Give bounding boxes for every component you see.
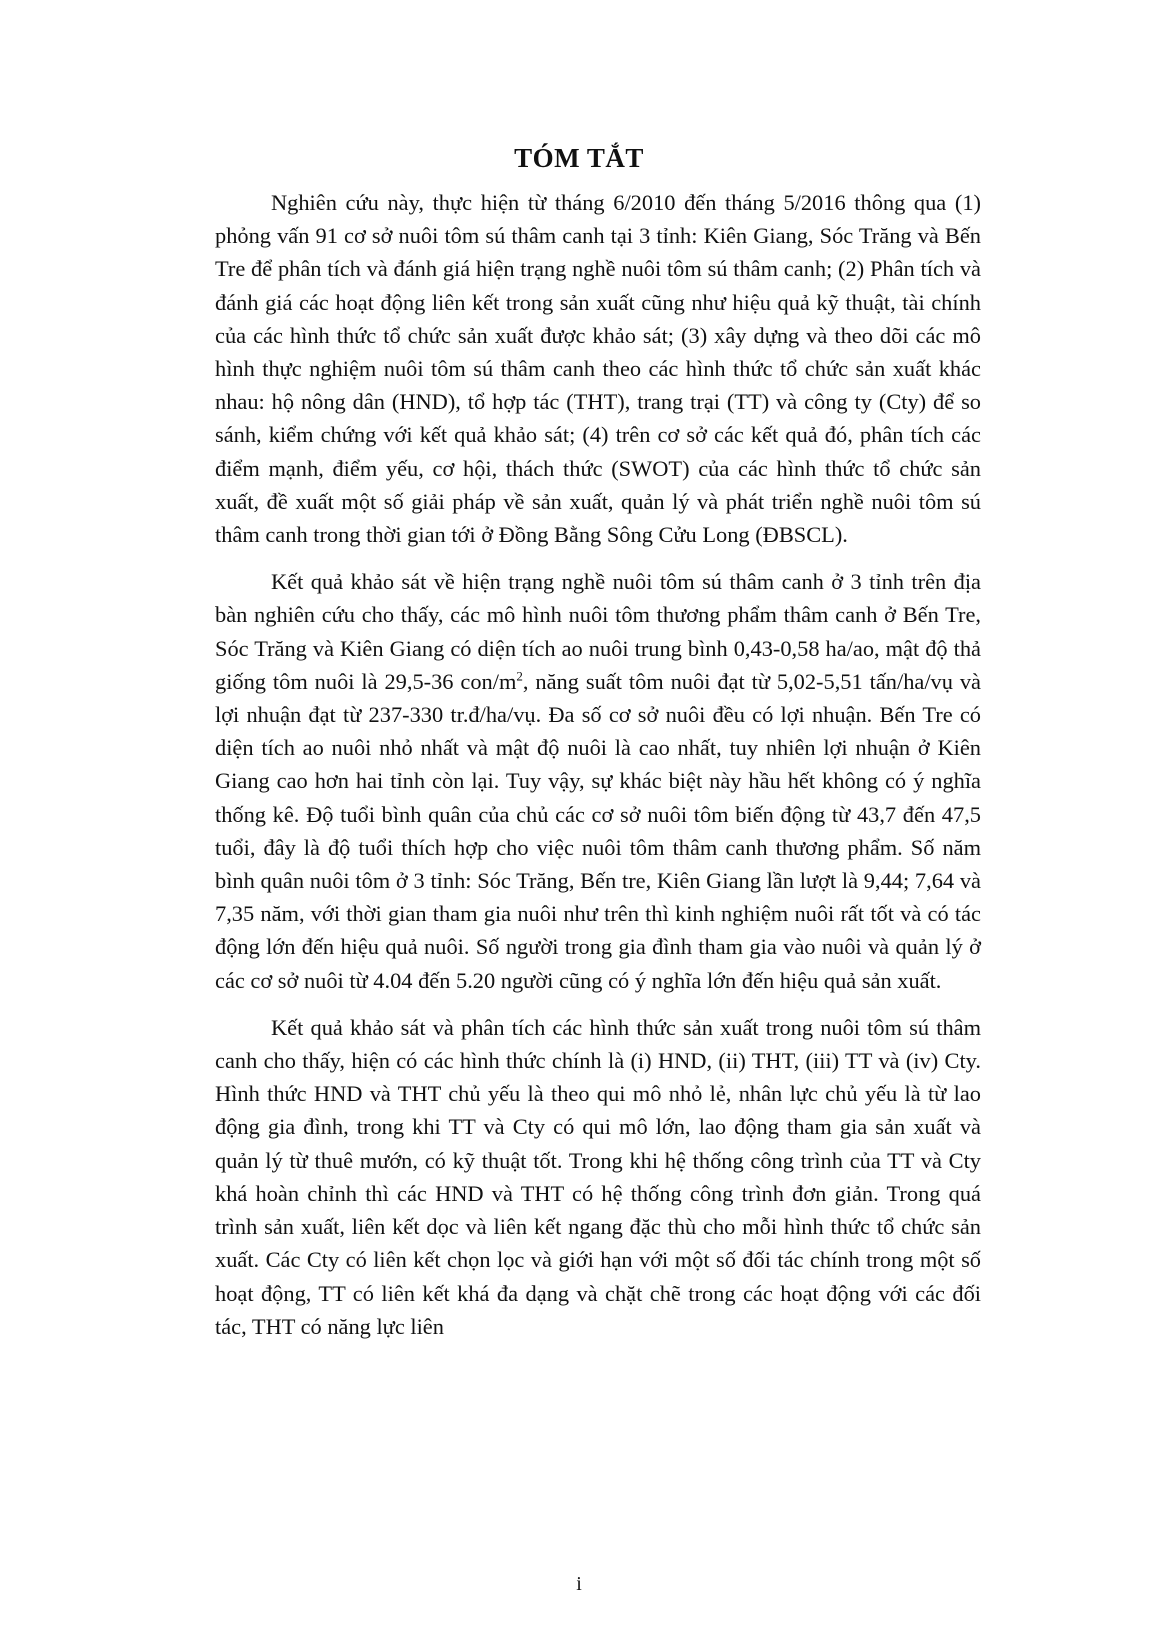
paragraph-2-part-2: , năng suất tôm nuôi đạt từ 5,02-5,51 tấn/ha/vụ và lợi nhuận đạt từ 237-330 tr.đ/ha/vụ. Đa số cơ sở nuôi đều có lợi nhuận. Bến Tre có diện tích ao nuôi nhỏ nhất và mật độ nuôi là cao nhất, tuy nhiên lợi nhuận ở Kiên Giang cao hơn hai tỉnh còn lại. Tuy vậy, sự khác biệt này hầu hết không có ý nghĩa thống kê. Độ tuổi bình quân của chủ các cơ sở nuôi tôm biến động từ 43,7 đến 47,5 tuổi, đây là độ tuổi thích hợp cho việc nuôi tôm thâm canh thương phẩm. Số năm bình quân nuôi tôm ở 3 tỉnh: Sóc Trăng, Bến tre, Kiên Giang lần lượt là 9,44; 7,64 và 7,35 năm, với thời gian tham gia nuôi như trên thì kinh nghiệm nuôi rất tốt và có tác động lớn đến hiệu quả nuôi. Số người trong gia đình tham gia vào nuôi và quản lý ở các cơ sở nuôi từ 4.04 đến 5.20 người cũng có ý nghĩa lớn đến hiệu quả sản xuất. <box>215 668 981 993</box>
page-number: i <box>576 1573 582 1595</box>
paragraph-2 <box>215 565 981 997</box>
paragraph-2-part-1: Kết quả khảo sát về hiện trạng nghề nuôi tôm sú thâm canh ở 3 tỉnh trên địa bàn nghiên cứu cho thấy, các mô hình nuôi tôm thương phẩm thâm canh ở Bến Tre, Sóc Trăng và Kiên Giang có diện tích ao nuôi trung bình 0,43-0,58 ha/ao, mật độ thả giống tôm nuôi là 29,5-36 con/m <box>215 569 981 694</box>
paragraph-1: Nghiên cứu này, thực hiện từ tháng 6/2010 đến tháng 5/2016 thông qua (1) phỏng vấn 91 cơ sở nuôi tôm sú thâm canh tại 3 tỉnh: Kiên Giang, Sóc Trăng và Bến Tre để phân tích và đánh giá hiện trạng nghề nuôi tôm sú thâm canh; (2) Phân tích và đánh giá các hoạt động liên kết trong sản xuất cũng như hiệu quả kỹ thuật, tài chính của các hình thức tổ chức sản xuất được khảo sát; (3) xây dựng và theo dõi các mô hình thực nghiệm nuôi tôm sú thâm canh theo các hình thức tổ chức sản xuất khác nhau: hộ nông dân (HND), tổ hợp tác (THT), trang trại (TT) và công ty (Cty) để so sánh, kiểm chứng với kết quả khảo sát; (4) trên cơ sở các kết quả đó, phân tích các điểm mạnh, điểm yếu, cơ hội, thách thức (SWOT) của các hình thức tổ chức sản xuất, đề xuất một số giải pháp về sản xuất, quản lý và phát triển nghề nuôi tôm sú thâm canh trong thời gian tới ở Đồng Bằng Sông Cửu Long (ĐBSCL). <box>215 190 981 548</box>
summary-body <box>215 186 981 1343</box>
paragraph-3: Kết quả khảo sát và phân tích các hình thức sản xuất trong nuôi tôm sú thâm canh cho thấy, hiện có các hình thức chính là (i) HND, (ii) THT, (iii) TT và (iv) Cty. Hình thức HND và THT chủ yếu là theo qui mô nhỏ lẻ, nhân lực chủ yếu là từ lao động gia đình, trong khi TT và Cty có qui mô lớn, lao động tham gia sản xuất và quản lý từ thuê mướn, có kỹ thuật tốt. Trong khi hệ thống công trình của TT và Cty khá hoàn chỉnh thì các HND và THT có hệ thống công trình đơn giản. Trong quá trình sản xuất, liên kết dọc và liên kết ngang đặc thù cho mỗi hình thức tổ chức sản xuất. Các Cty có liên kết chọn lọc và giới hạn với một số đối tác chính trong một số hoạt động, TT có liên kết khá đa dạng và chặt chẽ trong các hoạt động với các đối tác, THT có năng lực liên <box>215 1014 981 1339</box>
superscript-2: 2 <box>516 668 523 684</box>
page-title: TÓM TẮT <box>514 143 644 173</box>
